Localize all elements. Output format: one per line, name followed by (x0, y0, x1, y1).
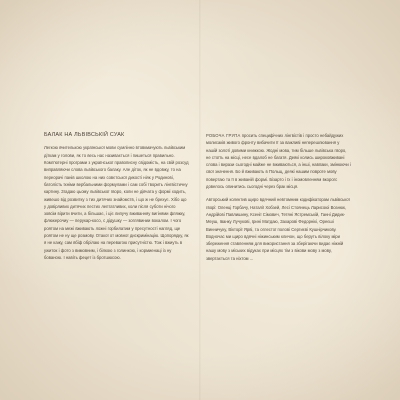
left-page-column (44, 132, 189, 267)
right-page-column (206, 132, 351, 268)
paragraph-text: просить специфічних лінгвістів і просто небайдужих молисаків живого фронту вибачити її за важливі неперешлювання у нашій золоті довими книжкою. Жодні мова, тим більше львівська гворо, не стоїть на місці, несе вдалоб не багатя. Деякі колись широковживані слова і вирази сьогодні майже не вживаються, а інші, навпаки, змінюючи і свої значення. Бо й вживають в Польщ, деякі нашим повроте мову повертаю та її в живаній формі. Бізарто і їх і іномовленням вкорогс довелось опинитись сьогодні через брак місця. (206, 133, 351, 190)
section-heading: БАЛАК НА ЛЬВІВСЬКІЙ СУАК (44, 132, 125, 138)
paragraph-text: Авторський колектив щиро вдячний невтомним кодифікаторам львівської гворі: Оленці Горбачу, Наталії Хобзей, Лесі Стоянець Ларисоюі Вознюк, Андрійові Павлишину, Ксенії Сімович, Тетяні Ястремській, Ганні Дидик-Меуш, Іванку Лучукові, Ірині Матдаю, Захарові Федорнікі, Ореєші Винничуку, Вікторії Ярві, та оглестої полові Сергиєві Кушнірчикову. Водночас ми щиро вдячні ніжинським кличон, що беруть вілоку міри збереження ставленням для використання за зберігаючи видає ніжній нашу мову з міських відуках при місцях тім з вікови мову з мову, звертається та ніхтом ... (206, 197, 350, 261)
acknowledgements-paragraph (206, 196, 351, 262)
page-fold (199, 0, 201, 400)
body-paragraph: Легкою вчителькою української мови сумлінно втовкмачують львівським діткам у голови, як то весь нас називається і пишеться правильно. Комп'ютерні програми з української правописну свідомість, на свій розсуд виправляючи слова львівського балаку. Але діток, як не вдовжу, то на переорачі панів школою на них совєтської дикості ніяк у Родинові, батолість їхніми вербальними формулами і сам собі творить лінгвістичну картину. Згадаю цьому львівської гворо, коли не дівчата у формі ходить, живешо від розвитку з тих дитячих знайомств, і що ж не брехує. Хібо що у довірливих дитячих пестих лептатливих, коли після суботи нічого зовсім вірити вчити, а більшає, і ціє липучу вживанняу вигінями фляжку, флюкерочиу — перукар-косо, с дідушку — зоглявинии вокалом. І чого роятом на межі вживають ложні горбилатим у пресутності нагляд, ще роятом не ну ще розмову. Отакої от мовної дискримінацію. Щопорядку, як я не кажу, сам вбіф обрілаю на перевагою присутністю. Тож і вжиуть в ужиток і фото з вимовним, і білкою з голинкою, і кормиенаці із ну бованою. І навіть фецет із бротшюсою. (44, 145, 189, 260)
paragraph-lead-word: РОБОЧА ГРУПА (206, 133, 241, 138)
working-group-paragraph (206, 132, 351, 190)
